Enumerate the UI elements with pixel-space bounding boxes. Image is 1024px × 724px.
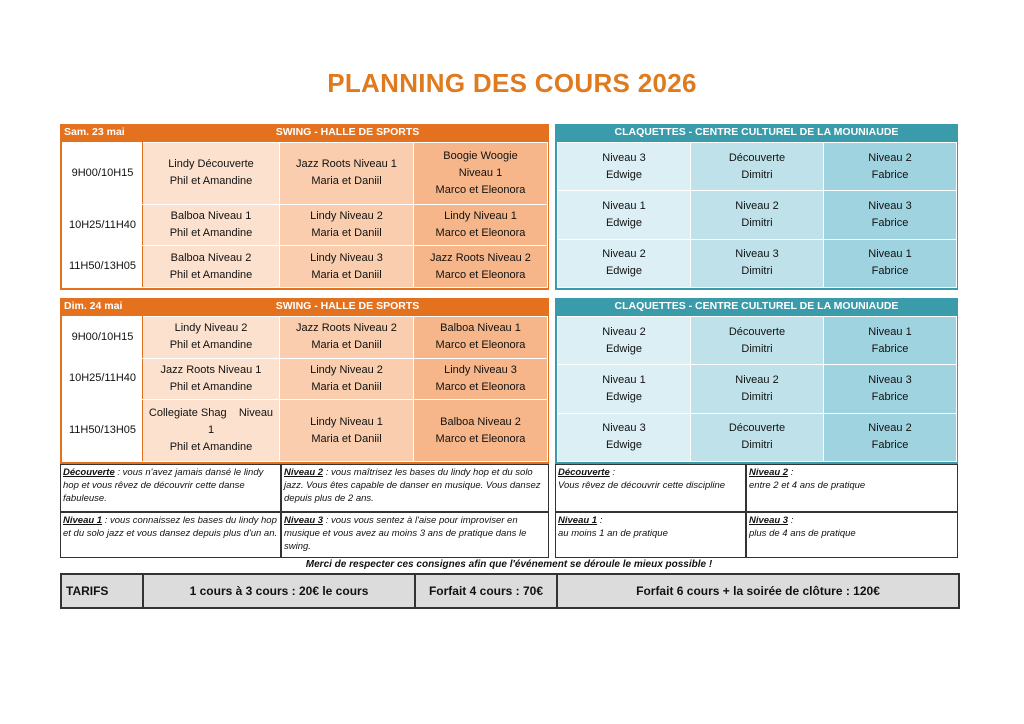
class-cell: Découverte Dimitri xyxy=(691,317,824,365)
time-slot: 11H50/13H05 xyxy=(63,246,143,288)
tarif-item: 1 cours à 3 cours : 20€ le cours xyxy=(143,574,415,608)
level-desc-swing-niveau2: Niveau 2 : vous maîtrisez les bases du lindy hop et du solo jazz. Vous êtes capable de danser en musique. Vous dansez depuis plus de 2 ans. xyxy=(281,464,549,512)
venue-label: CLAQUETTES - CENTRE CULTUREL DE LA MOUNIAUDE xyxy=(614,126,899,138)
day1-claquettes-header xyxy=(555,124,958,140)
class-cell: Niveau 1 Fabrice xyxy=(824,317,957,365)
class-cell: Lindy Découverte Phil et Amandine xyxy=(143,143,280,205)
class-cell: Balboa Niveau 1 Marco et Eleonora xyxy=(414,317,548,359)
table-row xyxy=(558,413,957,461)
class-cell: Niveau 3 Fabrice xyxy=(824,191,957,239)
tarif-item: Forfait 4 cours : 70€ xyxy=(415,574,557,608)
level-desc-swing-decouverte: Découverte : vous n'avez jamais dansé le lindy hop et vous rêvez de découvrir cette danse fabuleuse. xyxy=(60,464,281,512)
class-cell: Lindy Niveau 3 Marco et Eleonora xyxy=(414,358,548,400)
instructions-note: Merci de respecter ces consignes afin que l'événement se déroule le mieux possible ! xyxy=(305,559,713,570)
day1-claquettes-block xyxy=(555,140,958,290)
class-cell: Découverte Dimitri xyxy=(691,413,824,461)
time-slot: 9H00/10H15 xyxy=(63,317,143,359)
table-row xyxy=(558,191,957,239)
table-row xyxy=(63,246,548,288)
table-row xyxy=(63,204,548,246)
class-cell: Balboa Niveau 2 Marco et Eleonora xyxy=(414,400,548,462)
class-cell: Niveau 2 Edwige xyxy=(558,239,691,287)
table-row xyxy=(63,400,548,462)
class-cell: Balboa Niveau 1 Phil et Amandine xyxy=(143,204,280,246)
class-cell: Lindy Niveau 2 Maria et Daniil xyxy=(280,204,414,246)
day2-swing-block xyxy=(60,314,549,464)
day-label: Dim. 24 mai xyxy=(64,300,123,312)
table-row xyxy=(558,143,957,191)
class-cell: Niveau 2 Fabrice xyxy=(824,413,957,461)
time-slot: 9H00/10H15 xyxy=(63,143,143,205)
day2-claquettes-block xyxy=(555,314,958,464)
class-cell: Niveau 1 Fabrice xyxy=(824,239,957,287)
venue-label: SWING - HALLE DE SPORTS xyxy=(275,126,420,138)
class-cell: Niveau 2 Edwige xyxy=(558,317,691,365)
day2-swing-header xyxy=(60,298,549,314)
venue-label: SWING - HALLE DE SPORTS xyxy=(275,300,420,312)
day2-claquettes-header xyxy=(555,298,958,314)
class-cell: Boogie Woogie Niveau 1 Marco et Eleonora xyxy=(414,143,548,205)
table-row xyxy=(558,365,957,413)
class-cell: Lindy Niveau 2 Phil et Amandine xyxy=(143,317,280,359)
level-desc-swing-niveau1: Niveau 1 : vous connaissez les bases du lindy hop et du solo jazz et vous dansez depuis plus d'un an. xyxy=(60,512,281,558)
class-cell: Lindy Niveau 1 Maria et Daniil xyxy=(280,400,414,462)
level-desc-claquettes-decouverte: Découverte : Vous rêvez de découvrir cette discipline xyxy=(555,464,746,512)
class-cell: Niveau 3 Fabrice xyxy=(824,365,957,413)
class-cell: Lindy Niveau 2 Maria et Daniil xyxy=(280,358,414,400)
level-desc-swing-niveau3: Niveau 3 : vous vous sentez à l'aise pour improviser en musique et vous avez au moins 3 ans de pratique dans le swing. xyxy=(281,512,549,558)
table-row xyxy=(558,239,957,287)
table-row xyxy=(558,317,957,365)
class-cell: Niveau 1 Edwige xyxy=(558,365,691,413)
table-row xyxy=(61,574,959,608)
table-row xyxy=(63,143,548,205)
table-row xyxy=(63,358,548,400)
tarif-item: Forfait 6 cours + la soirée de clôture : 120€ xyxy=(557,574,959,608)
class-cell: Niveau 3 Edwige xyxy=(558,413,691,461)
table-row xyxy=(63,317,548,359)
class-cell: Jazz Roots Niveau 1 Phil et Amandine xyxy=(143,358,280,400)
page-title: PLANNING DES COURS 2026 xyxy=(327,68,697,98)
tarifs-label: TARIFS xyxy=(61,574,143,608)
class-cell: Jazz Roots Niveau 2 Maria et Daniil xyxy=(280,317,414,359)
day1-swing-header xyxy=(60,124,549,140)
day1-swing-block xyxy=(60,140,549,290)
level-desc-claquettes-niveau2: Niveau 2 : entre 2 et 4 ans de pratique xyxy=(746,464,958,512)
time-slot: 10H25/11H40 xyxy=(63,204,143,246)
time-slot: 11H50/13H05 xyxy=(63,400,143,462)
class-cell: Niveau 3 Edwige xyxy=(558,143,691,191)
class-cell: Lindy Niveau 1 Marco et Eleonora xyxy=(414,204,548,246)
class-cell: Jazz Roots Niveau 1 Maria et Daniil xyxy=(280,143,414,205)
class-cell: Niveau 1 Edwige xyxy=(558,191,691,239)
class-cell: Balboa Niveau 2 Phil et Amandine xyxy=(143,246,280,288)
time-slot: 10H25/11H40 xyxy=(63,358,143,400)
tarifs-table xyxy=(60,573,960,609)
venue-label: CLAQUETTES - CENTRE CULTUREL DE LA MOUNIAUDE xyxy=(614,300,899,312)
class-cell: Collegiate Shag Niveau 1 Phil et Amandine xyxy=(143,400,280,462)
level-desc-claquettes-niveau1: Niveau 1 : au moins 1 an de pratique xyxy=(555,512,746,558)
class-cell: Niveau 2 Dimitri xyxy=(691,191,824,239)
class-cell: Niveau 2 Dimitri xyxy=(691,365,824,413)
class-cell: Niveau 3 Dimitri xyxy=(691,239,824,287)
class-cell: Découverte Dimitri xyxy=(691,143,824,191)
day-label: Sam. 23 mai xyxy=(64,126,125,138)
level-desc-claquettes-niveau3: Niveau 3 : plus de 4 ans de pratique xyxy=(746,512,958,558)
class-cell: Niveau 2 Fabrice xyxy=(824,143,957,191)
class-cell: Lindy Niveau 3 Maria et Daniil xyxy=(280,246,414,288)
class-cell: Jazz Roots Niveau 2 Marco et Eleonora xyxy=(414,246,548,288)
